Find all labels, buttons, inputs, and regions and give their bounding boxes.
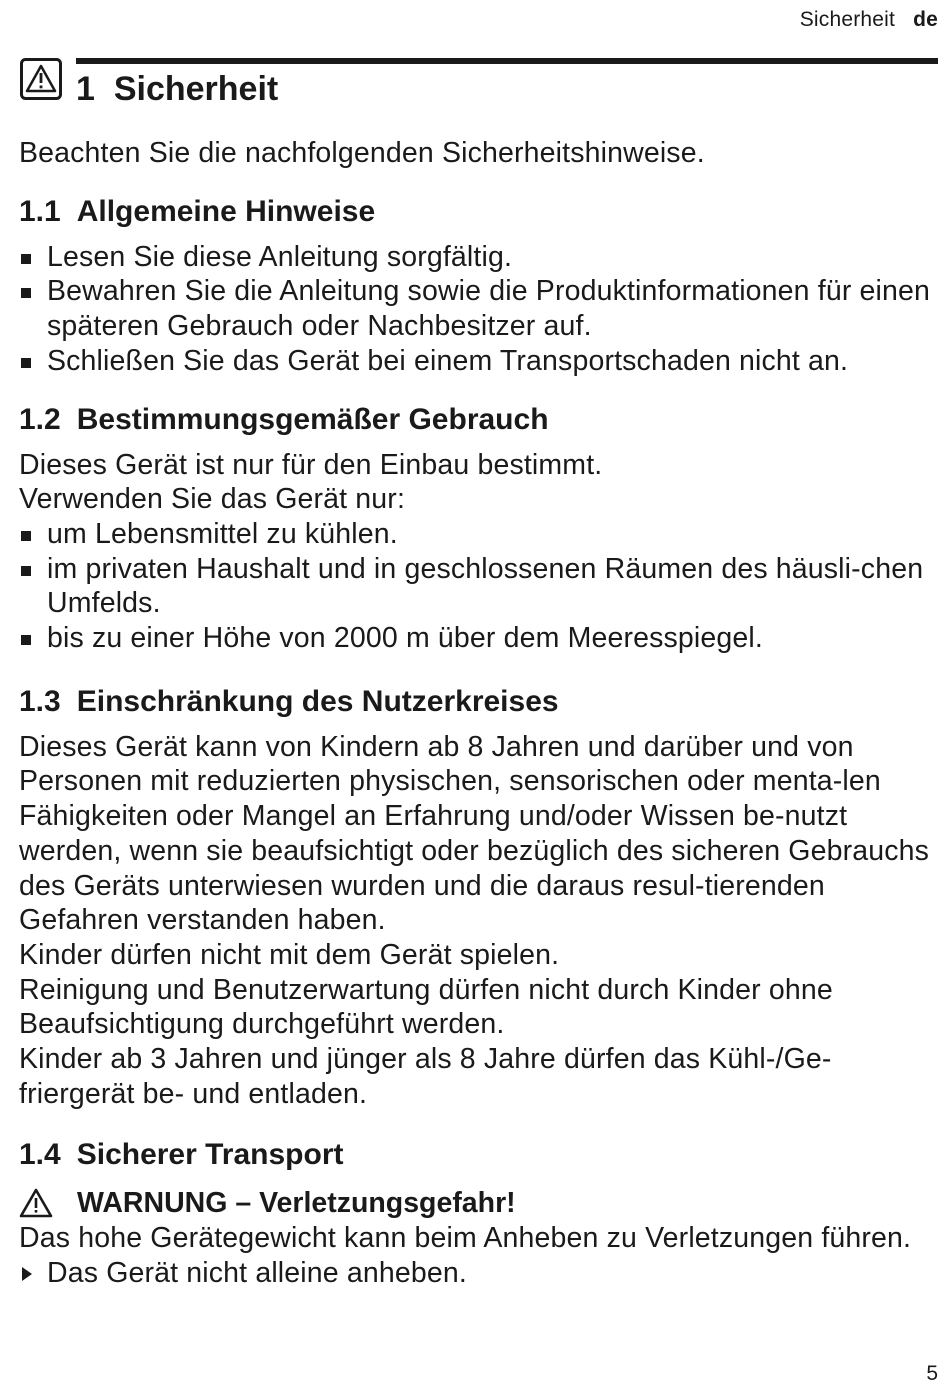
general-notes-list	[19, 240, 934, 379]
section-number: 1.4	[19, 1138, 61, 1172]
list-item: bis zu einer Höhe von 2000 m über dem Meeresspiegel.	[19, 621, 934, 656]
paragraph: Dieses Gerät kann von Kindern ab 8 Jahren und darüber und von Personen mit reduzierten physischen, sensorischen oder menta-len Fähigkeiten oder Mangel an Erfahrung und/oder Wissen be-nutzt werden, wenn sie beaufsichtigt oder bezüglich des sicheren Gebrauchs des Geräts unterwiesen wurden und die daraus resul-tierenden Gefahren verstanden haben.	[19, 730, 930, 937]
section-heading-1-1	[19, 194, 934, 230]
paragraph: Reinigung und Benutzerwartung dürfen nicht durch Kinder ohne Beaufsichtigung durchgeführt werden.	[19, 973, 833, 1041]
warning-triangle-icon	[19, 1188, 53, 1218]
section-heading-1-3	[19, 684, 934, 720]
list-item: Bewahren Sie die Anleitung sowie die Produktinformationen für einen späteren Gebrauch oder Nachbesitzer auf.	[19, 274, 934, 343]
section-number: 1.3	[19, 684, 61, 718]
section-title: Bestimmungsgemäßer Gebrauch	[76, 402, 549, 436]
chapter-title	[76, 70, 278, 109]
list-item: im privaten Haushalt und in geschlossenen Räumen des häusli-chen Umfelds.	[19, 552, 934, 621]
list-item: Lesen Sie diese Anleitung sorgfältig.	[19, 240, 934, 275]
warning-heading	[19, 1185, 934, 1221]
section-title: Allgemeine Hinweise	[76, 194, 376, 228]
paragraph: Kinder dürfen nicht mit dem Gerät spielen.	[19, 938, 560, 971]
content	[19, 136, 934, 1291]
section-title: Sicherer Transport	[76, 1138, 344, 1172]
list-item: um Lebensmittel zu kühlen.	[19, 517, 934, 552]
warning-text: WARNUNG – Verletzungsgefahr!	[77, 1187, 516, 1220]
chapter-number: 1	[76, 70, 95, 108]
paragraph: Das hohe Gerätegewicht kann beim Anheben zu Verletzungen führen.	[19, 1222, 912, 1255]
page-number: 5	[926, 1362, 938, 1385]
instruction-list	[19, 1256, 934, 1291]
paragraph: Kinder ab 3 Jahren und jünger als 8 Jahre dürfen das Kühl-/Ge-friergerät be- und entladen.	[19, 1043, 832, 1110]
section-number: 1.2	[19, 402, 61, 436]
header-language: de	[913, 8, 938, 31]
intro-text: Beachten Sie die nachfolgenden Sicherheitshinweise.	[19, 137, 705, 169]
page-header	[800, 8, 938, 32]
section-title: Einschränkung des Nutzerkreises	[76, 684, 559, 718]
header-section: Sicherheit	[799, 8, 896, 31]
chapter-rule	[76, 58, 938, 64]
paragraph: Dieses Gerät ist nur für den Einbau bestimmt.	[19, 448, 603, 481]
warning-triangle-icon	[20, 58, 62, 100]
section-heading-1-4	[19, 1137, 934, 1173]
intended-use-list	[19, 517, 934, 656]
paragraph: Verwenden Sie das Gerät nur:	[19, 483, 406, 516]
chapter-title-text: Sicherheit	[113, 70, 279, 108]
list-item: Schließen Sie das Gerät bei einem Transportschaden nicht an.	[19, 344, 934, 379]
section-number: 1.1	[19, 194, 61, 228]
instruction-step: Das Gerät nicht alleine anheben.	[19, 1256, 934, 1291]
section-heading-1-2	[19, 402, 934, 438]
